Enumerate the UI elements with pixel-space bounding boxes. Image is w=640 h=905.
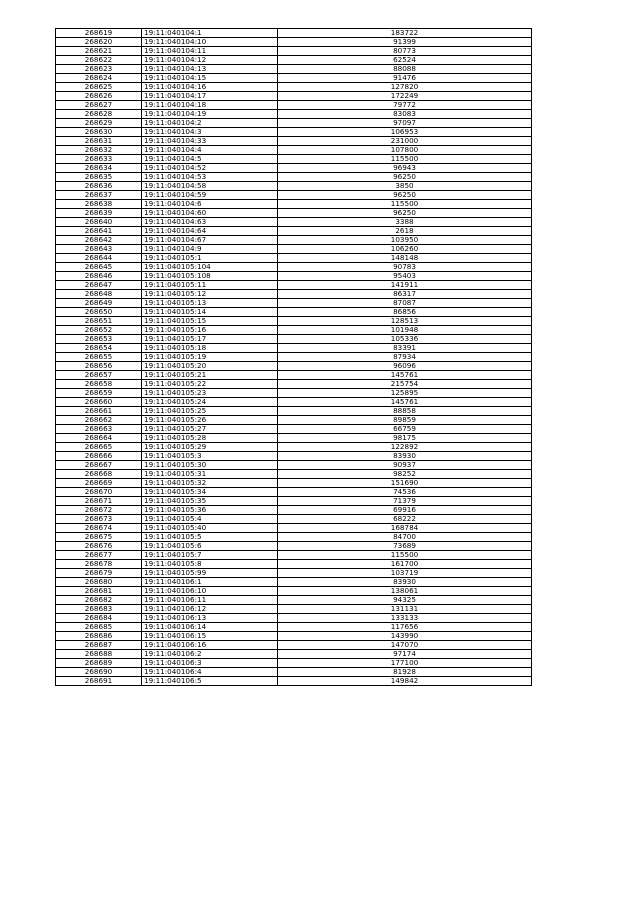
cadastral-number-cell: 19:11:040105:104 [142,263,278,272]
row-id-cell: 268653 [56,335,142,344]
row-id-cell: 268630 [56,128,142,137]
table-row [56,578,532,587]
cadastral-number-cell: 19:11:040106:14 [142,623,278,632]
row-id-cell: 268669 [56,479,142,488]
cadastral-number-cell: 19:11:040104:13 [142,65,278,74]
table-row [56,407,532,416]
cadastral-number-cell: 19:11:040104:11 [142,47,278,56]
cadastral-number-cell: 19:11:040104:64 [142,227,278,236]
table-row [56,164,532,173]
cadastral-number-cell: 19:11:040104:63 [142,218,278,227]
row-id-cell: 268628 [56,110,142,119]
row-id-cell: 268631 [56,137,142,146]
cadastral-number-cell: 19:11:040104:12 [142,56,278,65]
row-id-cell: 268644 [56,254,142,263]
cadastral-number-cell: 19:11:040104:17 [142,92,278,101]
row-id-cell: 268633 [56,155,142,164]
table-row [56,362,532,371]
row-id-cell: 268636 [56,182,142,191]
table-row [56,254,532,263]
value-cell: 69916 [278,506,532,515]
table-row [56,326,532,335]
row-id-cell: 268659 [56,389,142,398]
cadastral-number-cell: 19:11:040106:2 [142,650,278,659]
cadastral-number-cell: 19:11:040105:36 [142,506,278,515]
value-cell: 84700 [278,533,532,542]
row-id-cell: 268667 [56,461,142,470]
table-row [56,668,532,677]
table-row [56,110,532,119]
value-cell: 149842 [278,677,532,686]
table-row [56,209,532,218]
value-cell: 115500 [278,155,532,164]
cadastral-number-cell: 19:11:040105:17 [142,335,278,344]
value-cell: 89859 [278,416,532,425]
cadastral-number-cell: 19:11:040104:10 [142,38,278,47]
value-cell: 145761 [278,371,532,380]
table-row [56,452,532,461]
table-row [56,65,532,74]
cadastral-number-cell: 19:11:040105:99 [142,569,278,578]
row-id-cell: 268625 [56,83,142,92]
table-row [56,317,532,326]
cadastral-number-cell: 19:11:040104:4 [142,146,278,155]
cadastral-number-cell: 19:11:040105:24 [142,398,278,407]
table-row [56,614,532,623]
table-row [56,470,532,479]
cadastral-number-cell: 19:11:040105:20 [142,362,278,371]
cadastral-number-cell: 19:11:040106:10 [142,587,278,596]
cadastral-number-cell: 19:11:040104:60 [142,209,278,218]
table-row [56,443,532,452]
row-id-cell: 268649 [56,299,142,308]
table-row [56,218,532,227]
cadastral-number-cell: 19:11:040105:8 [142,560,278,569]
cadastral-number-cell: 19:11:040106:4 [142,668,278,677]
table-row [56,272,532,281]
row-id-cell: 268680 [56,578,142,587]
row-id-cell: 268621 [56,47,142,56]
value-cell: 231000 [278,137,532,146]
cadastral-number-cell: 19:11:040105:5 [142,533,278,542]
table-row [56,650,532,659]
row-id-cell: 268673 [56,515,142,524]
cadastral-number-cell: 19:11:040105:14 [142,308,278,317]
row-id-cell: 268663 [56,425,142,434]
cadastral-number-cell: 19:11:040106:15 [142,632,278,641]
value-cell: 215754 [278,380,532,389]
cadastral-number-cell: 19:11:040106:1 [142,578,278,587]
value-cell: 125895 [278,389,532,398]
row-id-cell: 268622 [56,56,142,65]
row-id-cell: 268689 [56,659,142,668]
cadastral-number-cell: 19:11:040105:23 [142,389,278,398]
table-row [56,290,532,299]
row-id-cell: 268662 [56,416,142,425]
table-row [56,416,532,425]
value-cell: 74536 [278,488,532,497]
value-cell: 90783 [278,263,532,272]
table-row [56,173,532,182]
value-cell: 145761 [278,398,532,407]
row-id-cell: 268690 [56,668,142,677]
value-cell: 95403 [278,272,532,281]
table-row [56,308,532,317]
cadastral-number-cell: 19:11:040105:30 [142,461,278,470]
cadastral-number-cell: 19:11:040105:34 [142,488,278,497]
value-cell: 80773 [278,47,532,56]
row-id-cell: 268648 [56,290,142,299]
row-id-cell: 268668 [56,470,142,479]
table-row [56,227,532,236]
table-row [56,83,532,92]
value-cell: 128513 [278,317,532,326]
table-row [56,344,532,353]
value-cell: 148148 [278,254,532,263]
row-id-cell: 268642 [56,236,142,245]
row-id-cell: 268661 [56,407,142,416]
table-row [56,119,532,128]
cadastral-number-cell: 19:11:040105:3 [142,452,278,461]
value-cell: 161700 [278,560,532,569]
cadastral-number-cell: 19:11:040104:67 [142,236,278,245]
table-row [56,398,532,407]
row-id-cell: 268666 [56,452,142,461]
table-row [56,533,532,542]
cadastral-number-cell: 19:11:040104:5 [142,155,278,164]
table-row [56,101,532,110]
value-cell: 127820 [278,83,532,92]
value-cell: 96250 [278,173,532,182]
value-cell: 97097 [278,119,532,128]
value-cell: 91399 [278,38,532,47]
table-row [56,29,532,38]
value-cell: 81928 [278,668,532,677]
table-row [56,497,532,506]
value-cell: 66759 [278,425,532,434]
table-row [56,515,532,524]
cadastral-value-table [55,28,532,686]
value-cell: 172249 [278,92,532,101]
table-row [56,47,532,56]
row-id-cell: 268674 [56,524,142,533]
row-id-cell: 268678 [56,560,142,569]
value-cell: 91476 [278,74,532,83]
cadastral-number-cell: 19:11:040105:29 [142,443,278,452]
cadastral-number-cell: 19:11:040104:6 [142,200,278,209]
row-id-cell: 268654 [56,344,142,353]
table-row [56,551,532,560]
cadastral-number-cell: 19:11:040105:108 [142,272,278,281]
cadastral-number-cell: 19:11:040104:18 [142,101,278,110]
value-cell: 94325 [278,596,532,605]
row-id-cell: 268672 [56,506,142,515]
cadastral-number-cell: 19:11:040105:4 [142,515,278,524]
row-id-cell: 268639 [56,209,142,218]
value-cell: 106953 [278,128,532,137]
value-cell: 98175 [278,434,532,443]
row-id-cell: 268645 [56,263,142,272]
value-cell: 138061 [278,587,532,596]
cadastral-number-cell: 19:11:040105:22 [142,380,278,389]
table-row [56,146,532,155]
row-id-cell: 268660 [56,398,142,407]
cadastral-number-cell: 19:11:040105:1 [142,254,278,263]
value-cell: 115500 [278,200,532,209]
value-cell: 117656 [278,623,532,632]
table-row [56,677,532,686]
value-cell: 147070 [278,641,532,650]
cadastral-number-cell: 19:11:040104:9 [142,245,278,254]
value-cell: 96250 [278,191,532,200]
row-id-cell: 268682 [56,596,142,605]
cadastral-number-cell: 19:11:040106:16 [142,641,278,650]
value-cell: 3850 [278,182,532,191]
value-cell: 115500 [278,551,532,560]
value-cell: 96943 [278,164,532,173]
table-row [56,524,532,533]
row-id-cell: 268686 [56,632,142,641]
cadastral-number-cell: 19:11:040105:12 [142,290,278,299]
value-cell: 133133 [278,614,532,623]
row-id-cell: 268637 [56,191,142,200]
row-id-cell: 268683 [56,605,142,614]
table-row [56,623,532,632]
value-cell: 101948 [278,326,532,335]
value-cell: 88088 [278,65,532,74]
table-row [56,587,532,596]
table-row [56,74,532,83]
table-row [56,371,532,380]
value-cell: 107800 [278,146,532,155]
table-row [56,461,532,470]
table-row [56,560,532,569]
cadastral-number-cell: 19:11:040104:52 [142,164,278,173]
cadastral-number-cell: 19:11:040104:16 [142,83,278,92]
row-id-cell: 268646 [56,272,142,281]
value-cell: 105336 [278,335,532,344]
table-row [56,182,532,191]
table-row [56,506,532,515]
value-cell: 103950 [278,236,532,245]
table-row [56,659,532,668]
cadastral-number-cell: 19:11:040106:3 [142,659,278,668]
table-row [56,335,532,344]
value-cell: 151690 [278,479,532,488]
row-id-cell: 268676 [56,542,142,551]
row-id-cell: 268627 [56,101,142,110]
cadastral-number-cell: 19:11:040105:15 [142,317,278,326]
cadastral-number-cell: 19:11:040105:13 [142,299,278,308]
row-id-cell: 268640 [56,218,142,227]
value-cell: 79772 [278,101,532,110]
value-cell: 87934 [278,353,532,362]
row-id-cell: 268677 [56,551,142,560]
value-cell: 141911 [278,281,532,290]
value-cell: 83930 [278,578,532,587]
cadastral-number-cell: 19:11:040105:6 [142,542,278,551]
value-cell: 96250 [278,209,532,218]
cadastral-number-cell: 19:11:040105:28 [142,434,278,443]
row-id-cell: 268675 [56,533,142,542]
table-row [56,263,532,272]
cadastral-number-cell: 19:11:040105:40 [142,524,278,533]
cadastral-number-cell: 19:11:040105:27 [142,425,278,434]
value-cell: 71379 [278,497,532,506]
table-row [56,479,532,488]
row-id-cell: 268650 [56,308,142,317]
table-row [56,299,532,308]
table-row [56,137,532,146]
table-row [56,236,532,245]
cadastral-number-cell: 19:11:040104:33 [142,137,278,146]
value-cell: 122892 [278,443,532,452]
row-id-cell: 268624 [56,74,142,83]
row-id-cell: 268657 [56,371,142,380]
cadastral-number-cell: 19:11:040104:59 [142,191,278,200]
table-row [56,380,532,389]
cadastral-number-cell: 19:11:040104:15 [142,74,278,83]
row-id-cell: 268665 [56,443,142,452]
table-row [56,542,532,551]
table-row [56,425,532,434]
cadastral-number-cell: 19:11:040104:58 [142,182,278,191]
row-id-cell: 268652 [56,326,142,335]
table-row [56,488,532,497]
cadastral-number-cell: 19:11:040105:32 [142,479,278,488]
cadastral-number-cell: 19:11:040105:31 [142,470,278,479]
value-cell: 83930 [278,452,532,461]
cadastral-number-cell: 19:11:040105:11 [142,281,278,290]
row-id-cell: 268620 [56,38,142,47]
row-id-cell: 268629 [56,119,142,128]
row-id-cell: 268681 [56,587,142,596]
row-id-cell: 268670 [56,488,142,497]
row-id-cell: 268643 [56,245,142,254]
row-id-cell: 268679 [56,569,142,578]
cadastral-number-cell: 19:11:040105:16 [142,326,278,335]
value-cell: 2618 [278,227,532,236]
cadastral-number-cell: 19:11:040105:19 [142,353,278,362]
table-row [56,389,532,398]
value-cell: 90937 [278,461,532,470]
row-id-cell: 268658 [56,380,142,389]
table-row [56,596,532,605]
cadastral-number-cell: 19:11:040104:53 [142,173,278,182]
row-id-cell: 268641 [56,227,142,236]
row-id-cell: 268691 [56,677,142,686]
value-cell: 87087 [278,299,532,308]
cadastral-number-cell: 19:11:040106:13 [142,614,278,623]
row-id-cell: 268655 [56,353,142,362]
value-cell: 97174 [278,650,532,659]
row-id-cell: 268638 [56,200,142,209]
table-row [56,434,532,443]
row-id-cell: 268651 [56,317,142,326]
table-row [56,191,532,200]
cadastral-number-cell: 19:11:040106:5 [142,677,278,686]
table-row [56,569,532,578]
value-cell: 183722 [278,29,532,38]
value-cell: 68222 [278,515,532,524]
cadastral-number-cell: 19:11:040104:3 [142,128,278,137]
cadastral-number-cell: 19:11:040104:2 [142,119,278,128]
value-cell: 103719 [278,569,532,578]
table-row [56,353,532,362]
value-cell: 96096 [278,362,532,371]
value-cell: 106260 [278,245,532,254]
row-id-cell: 268619 [56,29,142,38]
table-row [56,200,532,209]
value-cell: 168784 [278,524,532,533]
row-id-cell: 268634 [56,164,142,173]
value-cell: 88858 [278,407,532,416]
value-cell: 62524 [278,56,532,65]
row-id-cell: 268684 [56,614,142,623]
row-id-cell: 268635 [56,173,142,182]
cadastral-number-cell: 19:11:040104:19 [142,110,278,119]
row-id-cell: 268685 [56,623,142,632]
value-cell: 131131 [278,605,532,614]
value-cell: 3388 [278,218,532,227]
cadastral-number-cell: 19:11:040104:1 [142,29,278,38]
table-row [56,632,532,641]
value-cell: 143990 [278,632,532,641]
table-row [56,38,532,47]
cadastral-number-cell: 19:11:040105:35 [142,497,278,506]
row-id-cell: 268688 [56,650,142,659]
cadastral-number-cell: 19:11:040106:12 [142,605,278,614]
table-row [56,281,532,290]
row-id-cell: 268647 [56,281,142,290]
value-cell: 73689 [278,542,532,551]
row-id-cell: 268656 [56,362,142,371]
row-id-cell: 268671 [56,497,142,506]
cadastral-number-cell: 19:11:040105:21 [142,371,278,380]
row-id-cell: 268664 [56,434,142,443]
table-row [56,92,532,101]
value-cell: 86317 [278,290,532,299]
row-id-cell: 268626 [56,92,142,101]
row-id-cell: 268623 [56,65,142,74]
table-row [56,641,532,650]
table-row [56,128,532,137]
value-cell: 86856 [278,308,532,317]
cadastral-number-cell: 19:11:040106:11 [142,596,278,605]
value-cell: 177100 [278,659,532,668]
cadastral-number-cell: 19:11:040105:25 [142,407,278,416]
cadastral-number-cell: 19:11:040105:26 [142,416,278,425]
cadastral-number-cell: 19:11:040105:18 [142,344,278,353]
row-id-cell: 268687 [56,641,142,650]
row-id-cell: 268632 [56,146,142,155]
cadastral-number-cell: 19:11:040105:7 [142,551,278,560]
table-row [56,56,532,65]
value-cell: 98252 [278,470,532,479]
table-row [56,245,532,254]
table-body [56,29,532,686]
value-cell: 83083 [278,110,532,119]
table-row [56,605,532,614]
table-row [56,155,532,164]
value-cell: 83391 [278,344,532,353]
